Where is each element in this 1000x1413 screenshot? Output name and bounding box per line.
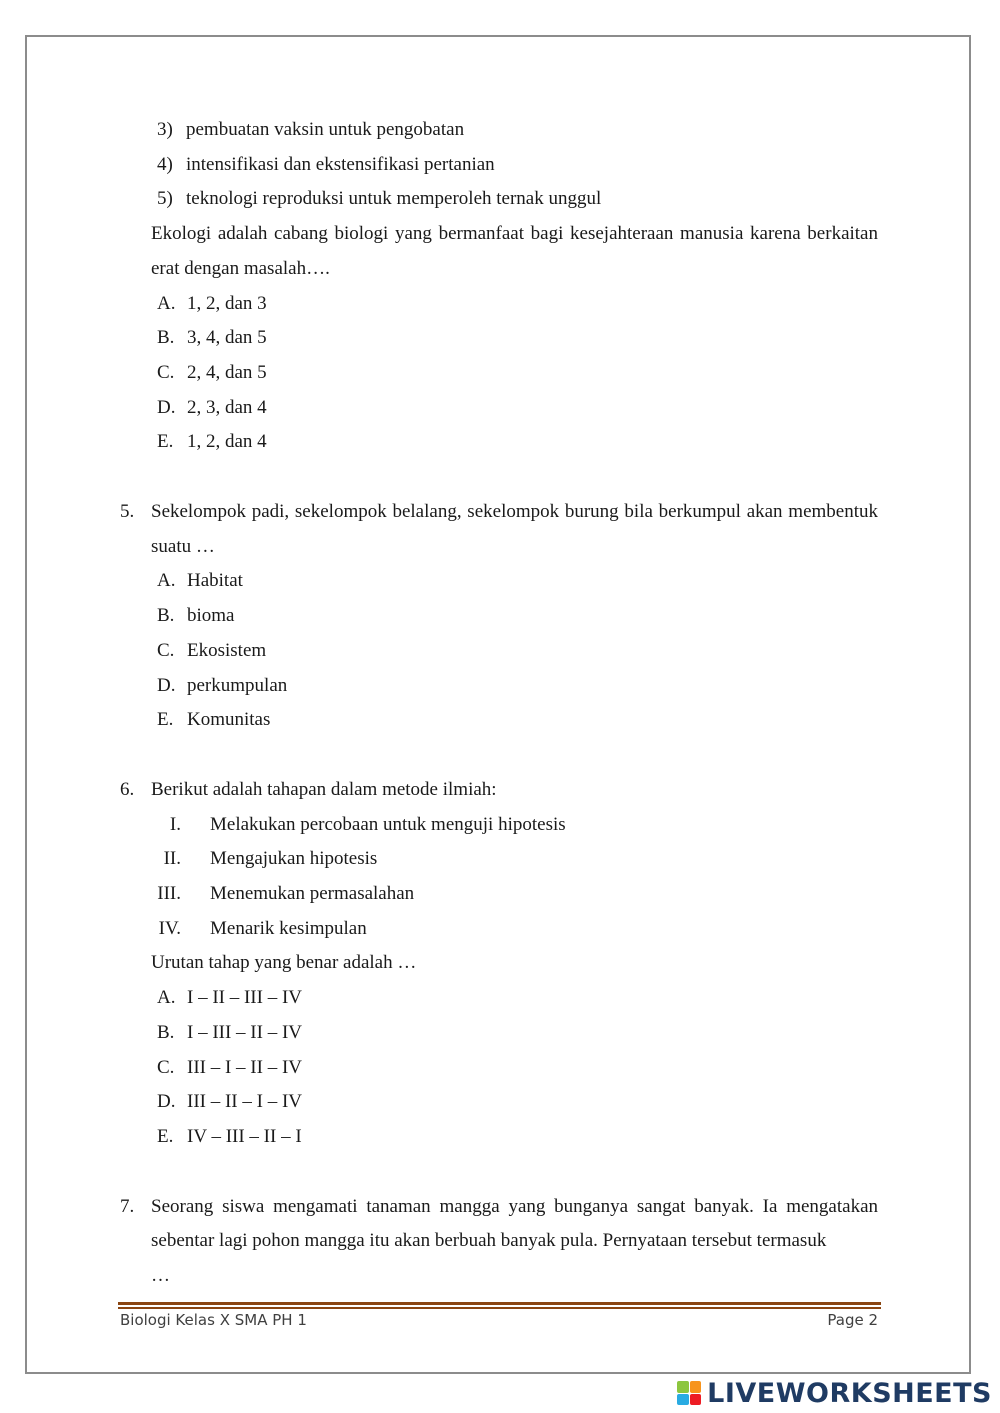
option-text: IV – III – II – I [187,1125,302,1147]
q6-step-text: Menarik kesimpulan [210,917,367,939]
option-letter: E. [157,709,174,731]
q7-text: Seorang siswa mengamati tanaman mangga yang bunganya sangat banyak. Ia mengatakan sebentar lagi pohon mangga itu akan berbuah banyak pula. Pernyataan tersebut termasuk [151,1195,878,1252]
spacer [120,460,878,495]
option-text: bioma [187,605,235,627]
q7-question [120,1190,878,1259]
q4-item [120,182,878,217]
q7-number: 7. [120,1195,135,1217]
q4-option-a[interactable] [120,287,878,322]
q4-item-text: teknologi reproduksi untuk memperoleh ternak unggul [186,188,602,210]
q6-step-text: Mengajukan hipotesis [210,848,378,870]
logo-square [677,1381,689,1393]
option-text: III – II – I – IV [187,1091,303,1113]
q5-option-d[interactable] [120,669,878,704]
q6-text: Berikut adalah tahapan dalam metode ilmiah: [151,778,497,800]
option-letter: C. [157,1056,175,1078]
page-number: Page 2 [827,1311,878,1329]
q4-item-text: intensifikasi dan ekstensifikasi pertanian [186,153,495,175]
q4-option-e[interactable] [120,425,878,460]
q6-step [120,808,878,843]
logo-square [677,1394,689,1406]
option-letter: A. [157,987,176,1009]
option-letter: B. [157,605,175,627]
option-letter: E. [157,431,174,453]
footer-title: Biologi Kelas X SMA PH 1 [120,1311,307,1329]
page-footer [120,1311,878,1329]
logo-square [690,1394,702,1406]
option-letter: C. [157,361,175,383]
option-text: Ekosistem [187,639,267,661]
q6-stem: Urutan tahap yang benar adalah … [151,952,417,974]
option-letter: B. [157,327,175,349]
q5-option-a[interactable] [120,564,878,599]
logo-square [690,1381,702,1393]
q4-item [120,148,878,183]
q6-step-number: II. [163,848,181,870]
option-text: Habitat [187,570,243,592]
q6-option-e[interactable] [120,1120,878,1155]
q6-step [120,842,878,877]
option-letter: D. [157,1091,176,1113]
q5-option-e[interactable] [120,703,878,738]
q4-item [120,113,878,148]
q6-number: 6. [120,778,135,800]
footer-rule [118,1302,881,1309]
q6-step [120,912,878,947]
q5-option-b[interactable] [120,599,878,634]
option-text: 2, 3, dan 4 [187,396,267,418]
option-letter: A. [157,570,176,592]
q4-option-d[interactable] [120,391,878,426]
option-letter: D. [157,674,176,696]
q5-question [120,495,878,564]
option-letter: E. [157,1125,174,1147]
q5-number: 5. [120,501,135,523]
q4-item-number: 3) [157,119,173,140]
spacer [120,1155,878,1190]
option-letter: C. [157,639,175,661]
q6-option-b[interactable] [120,1016,878,1051]
q4-option-b[interactable] [120,321,878,356]
q6-step-number: I. [169,813,181,835]
q6-step-number: III. [157,883,181,905]
option-text: Komunitas [187,709,271,731]
q7-ellipsis: … [151,1265,170,1287]
q5-option-c[interactable] [120,634,878,669]
q4-item-number: 4) [157,153,173,175]
option-text: III – I – II – IV [187,1056,303,1078]
q6-question [120,773,878,808]
worksheet-content [120,113,878,1294]
q6-option-d[interactable] [120,1085,878,1120]
q4-stem: Ekologi adalah cabang biologi yang bermanfaat bagi kesejahteraan manusia karena berkaitan erat dengan masalah…. [151,223,878,279]
q6-option-c[interactable] [120,1051,878,1086]
q4-item-text: pembuatan vaksin untuk pengobatan [186,119,465,140]
option-letter: B. [157,1021,175,1043]
option-text: 1, 2, dan 3 [187,292,267,314]
brand-name: LIVEWORKSHEETS [707,1377,992,1409]
liveworksheets-logo-icon [677,1381,701,1405]
q6-option-a[interactable] [120,981,878,1016]
q4-item-number: 5) [157,188,173,210]
option-text: I – III – II – IV [187,1021,303,1043]
option-text: perkumpulan [187,674,288,696]
q4-option-c[interactable] [120,356,878,391]
option-text: 1, 2, dan 4 [187,431,267,453]
option-text: 3, 4, dan 5 [187,327,267,349]
option-letter: A. [157,292,176,314]
q6-step-number: IV. [158,917,181,939]
option-text: I – II – III – IV [187,987,303,1009]
q6-step-text: Melakukan percobaan untuk menguji hipotesis [210,813,566,835]
option-text: 2, 4, dan 5 [187,361,267,383]
q5-text: Sekelompok padi, sekelompok belalang, sekelompok burung bila berkumpul akan membentuk suatu … [151,501,878,557]
liveworksheets-brand[interactable] [677,1376,992,1410]
option-letter: D. [157,396,176,418]
q6-step-text: Menemukan permasalahan [210,883,415,905]
spacer [120,738,878,773]
q6-step [120,877,878,912]
